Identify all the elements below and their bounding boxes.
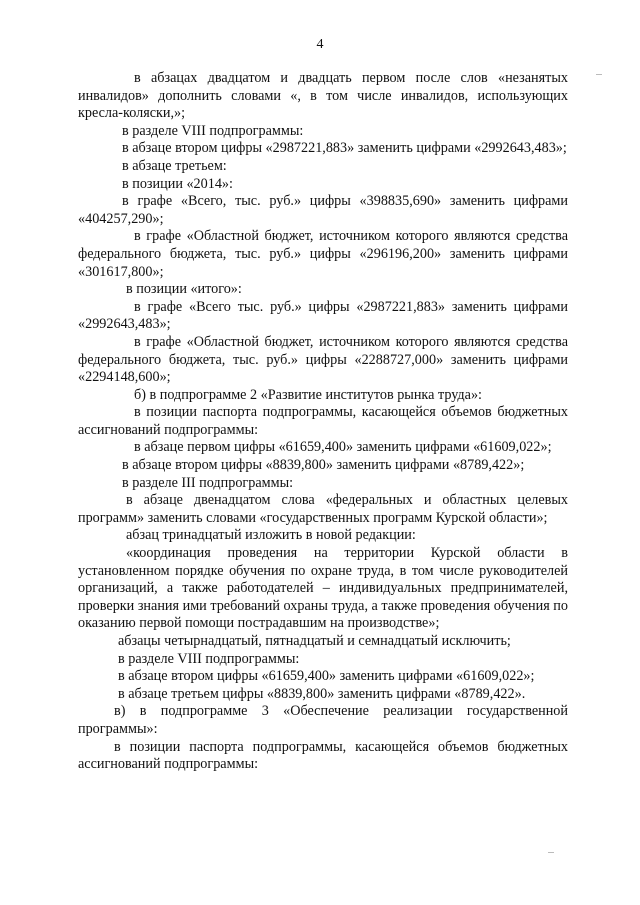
scan-speck [596, 74, 602, 75]
scan-speck [548, 852, 554, 853]
paragraph: в позиции паспорта подпрограммы, касающейся объемов бюджетных ассигнований подпрограммы: [78, 404, 568, 438]
paragraph: «координация проведения на территории Курской области в установленном порядке обучения по охране труда, в том числе руководителей организаций, а также работодателей – индивидуальных предпринимателей, проверки знания ими требований охраны труда, а также проведения обучения по оказанию первой помощи пострадавшим на производстве»; [78, 545, 568, 632]
page-number: 4 [316, 37, 324, 52]
paragraph: в абзаце втором цифры «61659,400» заменить цифрами «61609,022»; [118, 668, 535, 685]
paragraph: в графе «Областной бюджет, источником которого являются средства федерального бюджета, тыс. руб.» цифры «296196,200» заменить цифрами «301617,800»; [78, 228, 568, 280]
paragraph: в абзаце двенадцатом слова «федеральных и областных целевых программ» заменить словами «государственных программ Курской области»; [78, 492, 568, 526]
paragraph: абзацы четырнадцатый, пятнадцатый и семнадцатый исключить; [118, 633, 511, 649]
paragraph: в позиции «2014»: [122, 175, 233, 192]
paragraph: б) в подпрограмме 2 «Развитие институтов рынка труда»: [134, 386, 482, 403]
paragraph: в абзаце втором цифры «2987221,883» заменить цифрами «2992643,483»; [122, 140, 567, 157]
paragraph: в абзаце третьем: [122, 157, 227, 174]
paragraph: в разделе III подпрограммы: [122, 474, 294, 491]
paragraph: в графе «Всего тыс. руб.» цифры «2987221,883» заменить цифрами «2992643,483»; [78, 298, 568, 333]
paragraph: в разделе VIII подпрограммы: [118, 650, 300, 667]
paragraph: в позиции «итого»: [126, 281, 242, 298]
paragraph: в графе «Всего, тыс. руб.» цифры «398835,690» заменить цифрами «404257,290»; [78, 193, 568, 227]
document-body [78, 70, 568, 774]
paragraph: в) в подпрограмме 3 «Обеспечение реализации государственной программы»: [78, 703, 568, 737]
paragraph: в абзаце втором цифры «8839,800» заменить цифрами «8789,422»; [122, 457, 525, 474]
paragraph: в позиции паспорта подпрограммы, касающейся объемов бюджетных ассигнований подпрограммы: [78, 738, 568, 773]
paragraph: в абзацах двадцатом и двадцать первом после слов «незанятых инвалидов» дополнить словами «, в том числе инвалидов, использующих кресла-коляски,»; [78, 70, 568, 122]
paragraph: в разделе VIII подпрограммы: [122, 122, 304, 139]
paragraph: в абзаце третьем цифры «8839,800» заменить цифрами «8789,422». [118, 685, 526, 702]
paragraph: в графе «Областной бюджет, источником которого являются средства федерального бюджета, тыс. руб.» цифры «2288727,000» заменить цифрами «2294148,600»; [78, 333, 568, 386]
paragraph: в абзаце первом цифры «61659,400» заменить цифрами «61609,022»; [134, 439, 552, 456]
paragraph: абзац тринадцатый изложить в новой редакции: [126, 527, 416, 544]
